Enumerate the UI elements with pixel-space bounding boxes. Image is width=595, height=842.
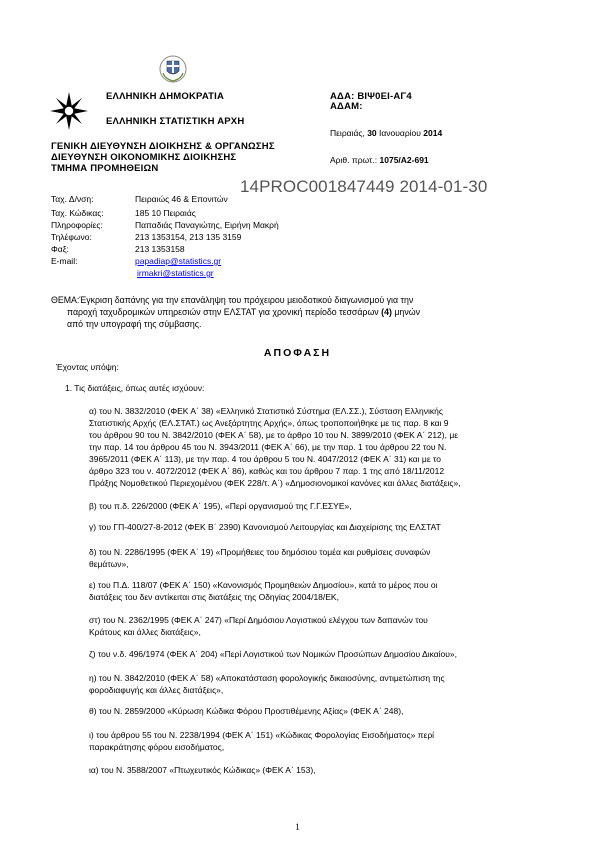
contact-label: Τηλέφωνο: [51, 232, 92, 242]
page-number: 1 [295, 822, 300, 832]
email-link[interactable]: irmakri@statistics.gr [137, 268, 214, 278]
contact-label: Φαξ: [51, 244, 69, 254]
contact-label: E-mail: [51, 256, 78, 266]
clause-d: δ) του Ν. 2286/1995 (ΦΕΚ Α΄ 19) «Προμήθειες του δημόσιου τομέα και ρυθμίσεις συναφών θεμάτων», [89, 547, 431, 569]
clause-i: ι) του άρθρου 55 του Ν. 2238/1994 (ΦΕΚ Α΄ 151) «Κώδικας Φορολογίας Εισοδήματος» περί παρακράτησης φόρου εισοδήματος, [89, 730, 435, 752]
intro-text: Έχοντας υπόψη: [56, 362, 119, 372]
contact-value: 213 1353158 [135, 244, 185, 254]
ada-code: ΑΔΑ: ΒΙΨ0ΕΙ-ΑΓ4 [330, 91, 412, 102]
clause-b: β) του π.δ. 226/2000 (ΦΕΚ Α΄ 195), «Περί οργανισμού της Γ.Γ.ΕΣΥΕ», [89, 501, 352, 511]
clause-ia: ια) του Ν. 3588/2007 «Πτωχευτικός Κώδικας» (ΦΕΚ Α΄ 153), [89, 765, 316, 775]
place-date: Πειραιάς, 30 Ιανουαρίου 2014 [330, 128, 443, 138]
contact-value: Παπαδιάς Παναγιώτης, Ειρήνη Μακρή [135, 220, 279, 230]
contact-value: 185 10 Πειραιάς [135, 208, 196, 218]
elstat-star-logo-icon [49, 91, 89, 131]
clause-z: ζ) του ν.δ. 496/1974 (ΦΕΚ Α΄ 204) «Περί Λογιστικού των Νομικών Προσώπων Δημοσίου Δικαίου», [89, 649, 457, 659]
decision-title: ΑΠΟΦΑΣΗ [263, 347, 332, 359]
clause-a: α) του Ν. 3832/2010 (ΦΕΚ Α΄ 38) «Ελληνικό Στατιστικό Σύστημα (ΕΛ.ΣΣ.), Σύσταση Ελληνικής Στατιστικής Αρχής (ΕΛ.ΣΤΑΤ.) ως Ανεξάρτητης Αρχής», όπως τροποποιήθηκε με τις παρ. 8 και 9 του άρθρου 90 του Ν. 3842/2010 (ΦΕΚ Α΄ 58), με το άρθρο 10 του Ν. 3899/2010 (ΦΕΚ Α΄ 212), με την παρ. 14 του άρθρου 45 του Ν. 3943/2011 (ΦΕΚ Α΄ 66), με την παρ. 1 του άρθρου 22 του Ν. 3965/2011 (ΦΕΚ Α΄ 113), με την παρ. 4 του άρθρου 5 του Ν. 4047/2012 (ΦΕΚ Α΄ 31) και με το άρθρο 323 του ν. 4072/2012 (ΦΕΚ Α΄ 86), καθώς και του άρθρου 7 παρ. 1 της από 18/11/2012 Πράξης Νομοθετικού Περιεχομένου (ΦΕΚ 228/τ. Α΄) «Δημοσιονομικοί κανόνες και άλλες διατάξεις», [89, 406, 461, 488]
clause-h: η) του Ν. 3842/2010 (ΦΕΚ Α΄ 58) «Αποκατάσταση φορολογικής δικαιοσύνης, αντιμετώπιση της φοροδιαφυγής και άλλες διατάξεις», [89, 673, 445, 695]
directorate: ΔΙΕΥΘΥΝΣΗ ΟΙΚΟΝΟΜΙΚΗΣ ΔΙΟΙΚΗΣΗΣ [51, 152, 237, 163]
protocol-number: Αριθ. πρωτ.: 1075/Α2-691 [330, 155, 429, 165]
contact-label: Ταχ. Κώδικας: [51, 208, 104, 218]
contact-value: Πειραιώς 46 & Επονιτών [135, 194, 228, 204]
adam-code: ΑΔΑΜ: [330, 101, 363, 112]
clause-c: γ) του ΓΠ-400/27-8-2012 (ΦΕΚ Β΄ 2390) Κανονισμού Λειτουργίας και Διαχείρισης της ΕΛΣΤΑΤ [89, 522, 441, 532]
republic-heading: ΕΛΛΗΝΙΚΗ ΔΗΜΟΚΡΑΤΙΑ [106, 91, 225, 102]
authority-heading: ΕΛΛΗΝΙΚΗ ΣΤΑΤΙΣΤΙΚΗ ΑΡΧΗ [106, 116, 245, 127]
clause-st: στ) του Ν. 2362/1995 (ΦΕΚ Α΄ 247) «Περί Δημόσιου Λογιστικού ελέγχου των δαπανών του Κράτους και άλλες διατάξεις», [89, 615, 428, 637]
clause-th: θ) του Ν. 2859/2000 «Κύρωση Κώδικα Φόρου Προστιθέμενης Αξίας» (ΦΕΚ Α΄ 248), [89, 706, 404, 716]
subject-block: ΘΕΜΑ:Έγκριση δαπάνης για την επανάληψη του πρόχειρου μειοδοτικού διαγωνισμού για την παροχή ταχυδρομικών υπηρεσιών στην ΕΛΣΤΑΤ για χρονική περίοδο τεσσάρων (4) μηνών από την υπογραφή της σύμβασης. [51, 295, 420, 329]
department: ΤΜΗΜΑ ΠΡΟΜΗΘΕΙΩΝ [51, 163, 159, 174]
contact-label: Ταχ. Δ/νση: [51, 194, 94, 204]
document-stamp: 14PROC001847449 2014-01-30 [240, 177, 488, 196]
subject-text: Έγκριση δαπάνης για την επανάληψη του πρόχειρου μειοδοτικού διαγωνισμού για την [79, 295, 414, 305]
general-directorate: ΓΕΝΙΚΗ ΔΙΕΥΘΥΝΣΗ ΔΙΟΙΚΗΣΗΣ & ΟΡΓΑΝΩΣΗΣ [51, 141, 275, 152]
greek-emblem-icon [159, 55, 187, 83]
subject-label: ΘΕΜΑ: [51, 295, 80, 305]
email-link[interactable]: papadiap@statistics.gr [135, 256, 222, 266]
clause-e: ε) του Π.Δ. 118/07 (ΦΕΚ Α΄ 150) «Κανονισμός Προμηθειών Δημοσίου», κατά το μέρος που οι διατάξεις του δεν αντίκειται στις διατάξεις της Οδηγίας 2004/18/ΕΚ, [89, 580, 438, 602]
contact-label: Πληροφορίες: [51, 220, 103, 230]
item-1: 1. Τις διατάξεις, όπως αυτές ισχύουν: [65, 383, 205, 393]
contact-value: 213 1353154, 213 135 3159 [135, 232, 242, 242]
